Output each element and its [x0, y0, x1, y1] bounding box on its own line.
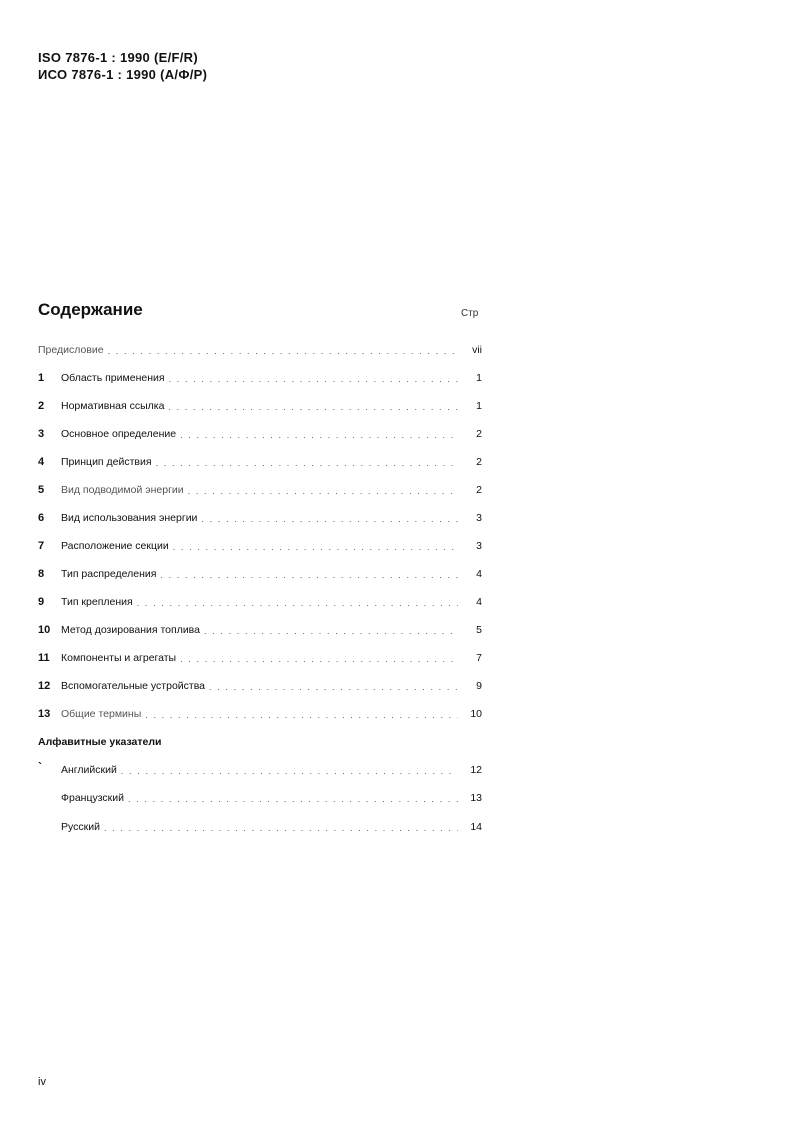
- toc-entry-title: Нормативная ссылка: [61, 400, 165, 412]
- page-number: iv: [38, 1076, 46, 1088]
- toc-leader-dots: [104, 823, 458, 833]
- toc-leader-dots: [160, 570, 458, 580]
- toc-entry-title: Тип крепления: [61, 596, 133, 608]
- toc-entry[interactable]: [38, 644, 482, 664]
- toc-entry-page: 1: [476, 400, 482, 412]
- toc-leader-dots: [173, 542, 458, 552]
- toc-entry-title: Вспомогательные устройства: [61, 680, 206, 692]
- toc-entry[interactable]: [38, 448, 482, 468]
- toc-entry-title: Область применения: [61, 372, 165, 384]
- toc-entry-number: 5: [38, 484, 45, 496]
- toc-entry-title: Вид использования энергии: [61, 512, 198, 524]
- toc-entry-page: 2: [476, 484, 482, 496]
- toc-entry-number: 11: [38, 652, 50, 664]
- toc-entry-number: 8: [38, 568, 45, 580]
- toc-entry-title: Основное определение: [61, 428, 177, 440]
- toc-entry-title: Вид подводимой энергии: [61, 484, 184, 496]
- toc-index-entry[interactable]: [38, 756, 482, 776]
- toc-entry-title: Принцип действия: [61, 456, 152, 468]
- toc-entry[interactable]: [38, 420, 482, 440]
- toc-entry[interactable]: [38, 672, 482, 692]
- toc-entry-page: 2: [476, 456, 482, 468]
- toc-entry[interactable]: [38, 700, 482, 720]
- toc-entry[interactable]: [38, 532, 482, 552]
- toc-entry[interactable]: [38, 588, 482, 608]
- toc-entry-page: 3: [476, 540, 482, 552]
- toc-index-entry[interactable]: [38, 784, 482, 804]
- toc-leader-dots: [128, 794, 458, 804]
- toc-leader-dots: [121, 766, 458, 776]
- toc-leader-dots: [209, 682, 458, 692]
- toc-leader-dots: [137, 598, 458, 608]
- toc-entry-title: Общие термины: [61, 708, 142, 720]
- toc-entry-page: 1: [476, 372, 482, 384]
- toc-entry[interactable]: [38, 476, 482, 496]
- toc-leader-dots: [108, 346, 458, 356]
- toc-entry[interactable]: [38, 560, 482, 580]
- index-heading: Алфавитные указатели: [38, 736, 162, 748]
- toc-entry-page: 7: [476, 652, 482, 664]
- toc-title: Содержание: [38, 300, 143, 319]
- toc-leader-dots: [204, 626, 458, 636]
- toc-entry-preface[interactable]: [38, 336, 482, 356]
- toc-entry[interactable]: [38, 616, 482, 636]
- toc-entry-number: 10: [38, 624, 51, 636]
- toc-entry-page: 10: [470, 708, 482, 720]
- toc-entry[interactable]: [38, 364, 482, 384]
- toc-entry[interactable]: [38, 392, 482, 412]
- toc-leader-dots: [168, 402, 458, 412]
- toc-entry-number: 6: [38, 512, 45, 524]
- toc-entry-number: 7: [38, 540, 45, 552]
- toc-entry-page: 13: [470, 792, 482, 804]
- toc-entry-page: 4: [476, 596, 482, 608]
- toc-entry-title: Русский: [61, 821, 100, 833]
- toc-entry-number: 4: [38, 456, 45, 468]
- toc-entry-page: 4: [476, 568, 482, 580]
- toc-entry-page: 12: [470, 764, 482, 776]
- toc-leader-dots: [145, 710, 458, 720]
- toc-entry-page: 2: [476, 428, 482, 440]
- toc-leader-dots: [169, 374, 458, 384]
- toc-leader-dots: [180, 654, 458, 664]
- toc-entry-number: 13: [38, 708, 51, 720]
- toc-leader-dots: [188, 486, 458, 496]
- toc-entry-page: 14: [470, 821, 482, 833]
- toc-leader-dots: [180, 430, 458, 440]
- toc-entry-title: Компоненты и агрегаты: [61, 652, 177, 664]
- toc-entry[interactable]: [38, 504, 482, 524]
- toc-entry-title: Английский: [61, 764, 117, 776]
- toc-entry-page: 9: [476, 680, 482, 692]
- toc-leader-dots: [156, 458, 458, 468]
- toc-entry-title: Метод дозирования топлива: [61, 624, 200, 636]
- scan-mark: `: [38, 760, 42, 774]
- toc-entry-title: Французский: [61, 792, 124, 804]
- toc-entry-page: 5: [476, 624, 482, 636]
- toc-entry-title: Тип распределения: [61, 568, 157, 580]
- toc-entry-number: 2: [38, 400, 45, 412]
- toc-entry-title: Расположение секции: [61, 540, 169, 552]
- standard-number-en: ISO 7876-1 : 1990 (E/F/R): [38, 50, 198, 65]
- toc-entry-page: 3: [476, 512, 482, 524]
- toc-index-entry[interactable]: [38, 813, 482, 833]
- toc-entry-number: 3: [38, 428, 45, 440]
- standard-number-ru: ИСО 7876-1 : 1990 (А/Ф/Р): [38, 67, 208, 82]
- toc-entry-title: Предисловие: [38, 344, 104, 356]
- page-column-label: Стр: [461, 308, 479, 319]
- toc-entry-number: 9: [38, 596, 45, 608]
- toc-entry-number: 12: [38, 680, 51, 692]
- document-header: [38, 49, 207, 83]
- toc-entry-number: 1: [38, 372, 45, 384]
- toc-entry-page: vii: [472, 344, 482, 356]
- toc-leader-dots: [201, 514, 458, 524]
